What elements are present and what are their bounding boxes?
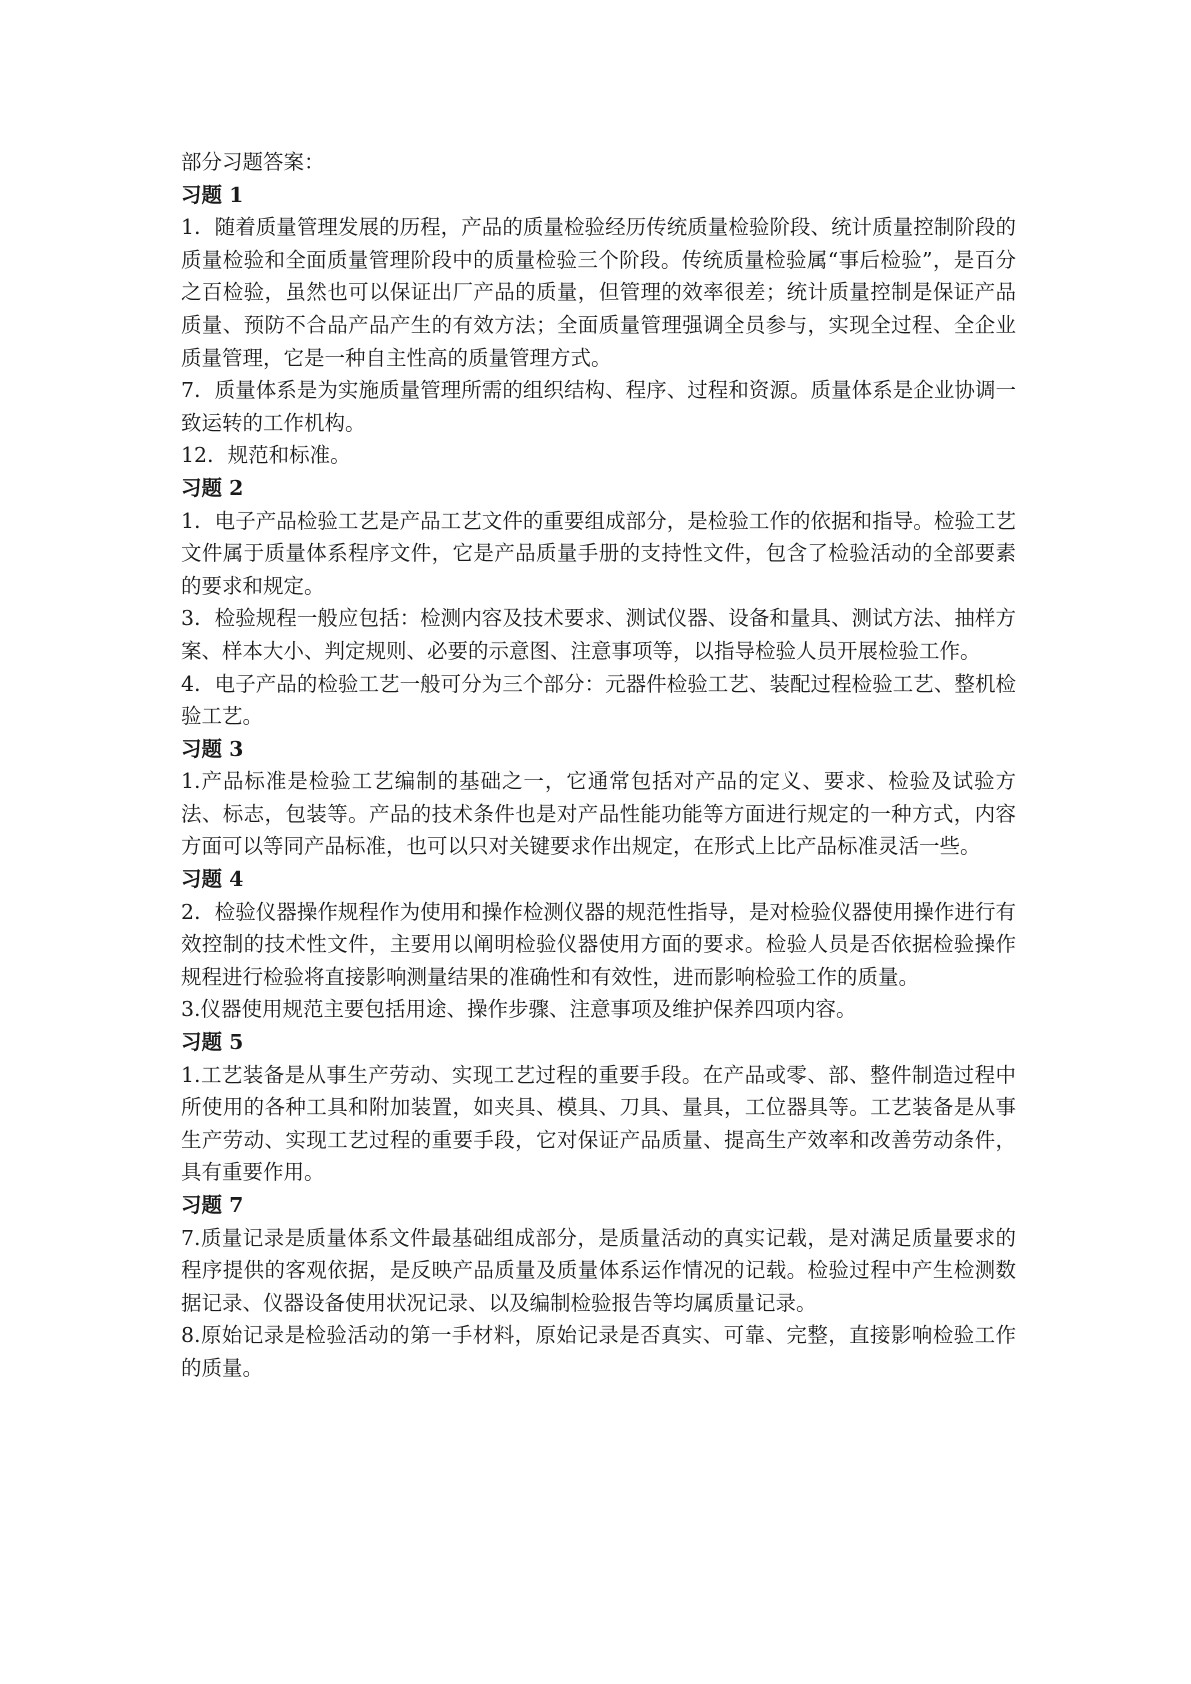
answer-paragraph: 1.产品标准是检验工艺编制的基础之一，它通常包括对产品的定义、要求、检验及试验方法、标志，包装等。产品的技术条件也是对产品性能功能等方面进行规定的一种方式，内容方面可以等同产品标准，也可以只对关键要求作出规定，在形式上比产品标准灵活一些。 xyxy=(181,769,1016,859)
exercise-title: 习题 1 xyxy=(181,182,244,207)
answer-paragraph: 3．检验规程一般应包括：检测内容及技术要求、测试仪器、设备和量具、测试方法、抽样方案、样本大小、判定规则、必要的示意图、注意事项等，以指导检验人员开展检验工作。 xyxy=(181,606,1016,663)
exercise-section-1 xyxy=(181,179,1016,472)
exercise-title: 习题 5 xyxy=(181,1030,244,1055)
answer-paragraph: 1．电子产品检验工艺是产品工艺文件的重要组成部分，是检验工作的依据和指导。检验工艺文件属于质量体系程序文件，它是产品质量手册的支持性文件，包含了检验活动的全部要素的要求和规定。 xyxy=(181,508,1016,598)
answer-paragraph: 3.仪器使用规范主要包括用途、操作步骤、注意事项及维护保养四项内容。 xyxy=(181,997,857,1022)
document-intro: 部分习题答案： xyxy=(181,150,325,174)
exercise-section-4 xyxy=(181,863,1016,1026)
exercise-section-2 xyxy=(181,472,1016,733)
exercise-section-3 xyxy=(181,733,1016,863)
document-page xyxy=(181,146,1016,1385)
answer-paragraph: 7．质量体系是为实施质量管理所需的组织结构、程序、过程和资源。质量体系是企业协调一致运转的工作机构。 xyxy=(181,378,1016,435)
exercise-title: 习题 2 xyxy=(181,475,244,500)
answer-paragraph: 2．检验仪器操作规程作为使用和操作检测仪器的规范性指导，是对检验仪器使用操作进行有效控制的技术性文件，主要用以阐明检验仪器使用方面的要求。检验人员是否依据检验操作规程进行检验将直接影响测量结果的准确性和有效性，进而影响检验工作的质量。 xyxy=(181,899,1016,989)
exercise-section-5 xyxy=(181,1026,1016,1189)
answer-paragraph: 7.质量记录是质量体系文件最基础组成部分，是质量活动的真实记载，是对满足质量要求的程序提供的客观依据，是反映产品质量及质量体系运作情况的记载。检验过程中产生检测数据记录、仪器设备使用状况记录、以及编制检验报告等均属质量记录。 xyxy=(181,1225,1016,1315)
answer-paragraph: 8.原始记录是检验活动的第一手材料，原始记录是否真实、可靠、完整，直接影响检验工作的质量。 xyxy=(181,1323,1016,1380)
exercise-title: 习题 7 xyxy=(181,1193,244,1217)
exercise-section-7 xyxy=(181,1189,1016,1385)
answer-paragraph: 1.工艺装备是从事生产劳动、实现工艺过程的重要手段。在产品或零、部、整件制造过程中所使用的各种工具和附加装置，如夹具、模具、刀具、量具，工位器具等。工艺装备是从事生产劳动、实现工艺过程的重要手段，它对保证产品质量、提高生产效率和改善劳动条件，具有重要作用。 xyxy=(181,1062,1016,1185)
answer-paragraph: 12．规范和标准。 xyxy=(181,443,351,468)
answer-paragraph: 4．电子产品的检验工艺一般可分为三个部分：元器件检验工艺、装配过程检验工艺、整机检验工艺。 xyxy=(181,671,1016,729)
exercise-title: 习题 4 xyxy=(181,867,244,892)
exercise-title: 习题 3 xyxy=(181,736,244,761)
answer-paragraph: 1．随着质量管理发展的历程，产品的质量检验经历传统质量检验阶段、统计质量控制阶段的质量检验和全面质量管理阶段中的质量检验三个阶段。传统质量检验属“事后检验”，是百分之百检验，虽然也可以保证出厂产品的质量，但管理的效率很差；统计质量控制是保证产品质量、预防不合品产品产生的有效方法；全面质量管理强调全员参与，实现全过程、全企业质量管理，它是一种自主性高的质量管理方式。 xyxy=(181,215,1016,370)
